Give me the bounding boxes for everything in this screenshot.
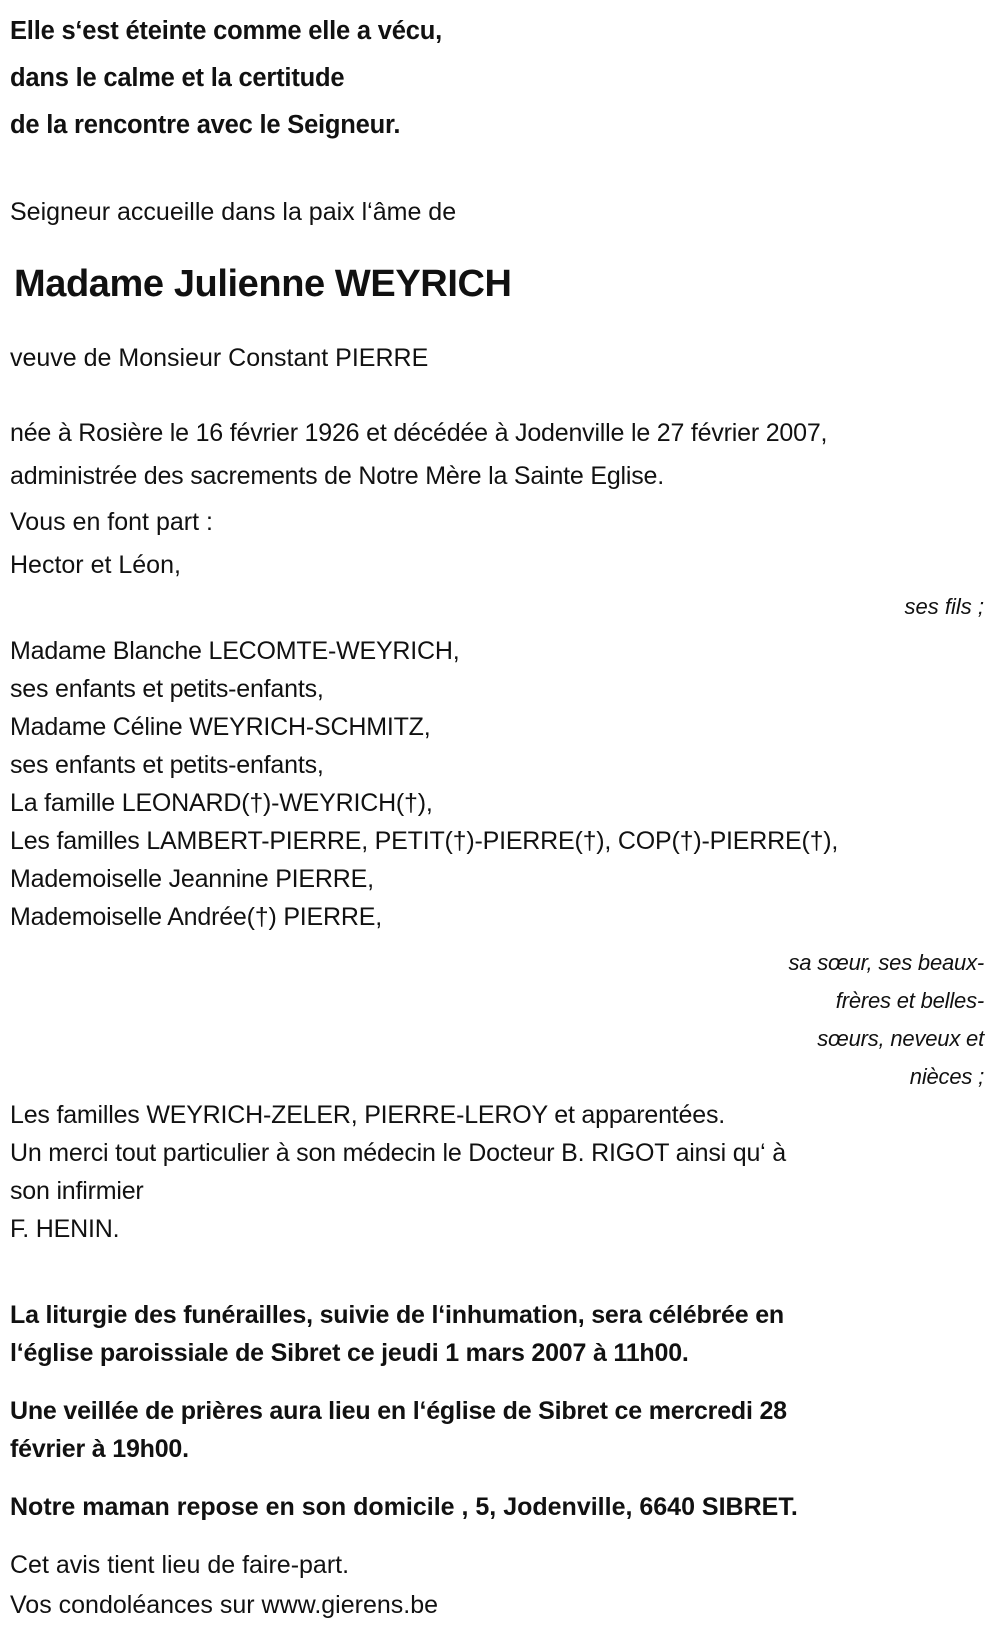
list-item: ses enfants et petits-enfants, xyxy=(10,751,324,779)
verse-line-3: de la rencontre avec le Seigneur. xyxy=(10,111,401,139)
verse-line-1: Elle s‘est éteinte comme elle a vécu, xyxy=(10,17,442,45)
thanks-line-2: son infirmier xyxy=(10,1177,144,1205)
notice-disclaimer: Cet avis tient lieu de faire-part. xyxy=(10,1551,350,1579)
sons-line: Hector et Léon, xyxy=(10,551,181,579)
vigil-line-1: Une veillée de prières aura lieu en l‘église de Sibret ce mercredi 28 xyxy=(10,1397,787,1425)
liturgy-line-1: La liturgie des funérailles, suivie de l‘inhumation, sera célébrée en xyxy=(10,1301,784,1329)
vitals-line-2: administrée des sacrements de Notre Mère la Sainte Eglise. xyxy=(10,462,664,490)
verse-line-2: dans le calme et la certitude xyxy=(10,64,345,92)
opening-verse xyxy=(10,8,986,149)
sons-relation-label: ses fils ; xyxy=(904,594,984,619)
liturgy-info xyxy=(10,1296,986,1372)
vigil-line-2: février à 19h00. xyxy=(10,1435,189,1463)
list-item: Les familles LAMBERT-PIERRE, PETIT(†)-PIERRE(†), COP(†)-PIERRE(†), xyxy=(10,827,839,855)
thanks-line-3: F. HENIN. xyxy=(10,1215,120,1243)
list-item: Mademoiselle Andrée(†) PIERRE, xyxy=(10,903,382,931)
siblings-relation-line: sœurs, neveux et xyxy=(817,1026,984,1051)
list-item: ses enfants et petits-enfants, xyxy=(10,675,324,703)
deceased-name: Madame Julienne WEYRICH xyxy=(14,263,512,305)
announcement-intro: Vous en font part : xyxy=(10,508,213,536)
vitals-block xyxy=(10,412,986,498)
repose-info: Notre maman repose en son domicile , 5, Jodenville, 6640 SIBRET. xyxy=(10,1493,798,1521)
siblings-relation-label xyxy=(10,944,986,1096)
list-item: Madame Céline WEYRICH-SCHMITZ, xyxy=(10,713,431,741)
related-families-line: Les familles WEYRICH-ZELER, PIERRE-LEROY et apparentées. xyxy=(10,1101,725,1129)
list-item: Mademoiselle Jeannine PIERRE, xyxy=(10,865,374,893)
vitals-line-1: née à Rosière le 16 février 1926 et décédée à Jodenville le 27 février 2007, xyxy=(10,419,828,447)
family-list xyxy=(10,632,986,936)
siblings-relation-line: sa sœur, ses beaux- xyxy=(788,950,984,975)
list-item: Madame Blanche LECOMTE-WEYRICH, xyxy=(10,637,460,665)
list-item: La famille LEONARD(†)-WEYRICH(†), xyxy=(10,789,433,817)
condolences-line: Vos condoléances sur www.gierens.be xyxy=(10,1591,439,1619)
thanks-line-1: Un merci tout particulier à son médecin le Docteur B. RIGOT ainsi qu‘ à xyxy=(10,1139,786,1167)
liturgy-line-2: l‘église paroissiale de Sibret ce jeudi 1 mars 2007 à 11h00. xyxy=(10,1339,689,1367)
spouse-line: veuve de Monsieur Constant PIERRE xyxy=(10,344,429,372)
invocation-line: Seigneur accueille dans la paix l‘âme de xyxy=(10,198,457,226)
vigil-info xyxy=(10,1392,986,1468)
siblings-relation-line: frères et belles- xyxy=(835,988,984,1013)
announcement-tail xyxy=(10,1096,986,1248)
siblings-relation-line: nièces ; xyxy=(909,1064,984,1089)
